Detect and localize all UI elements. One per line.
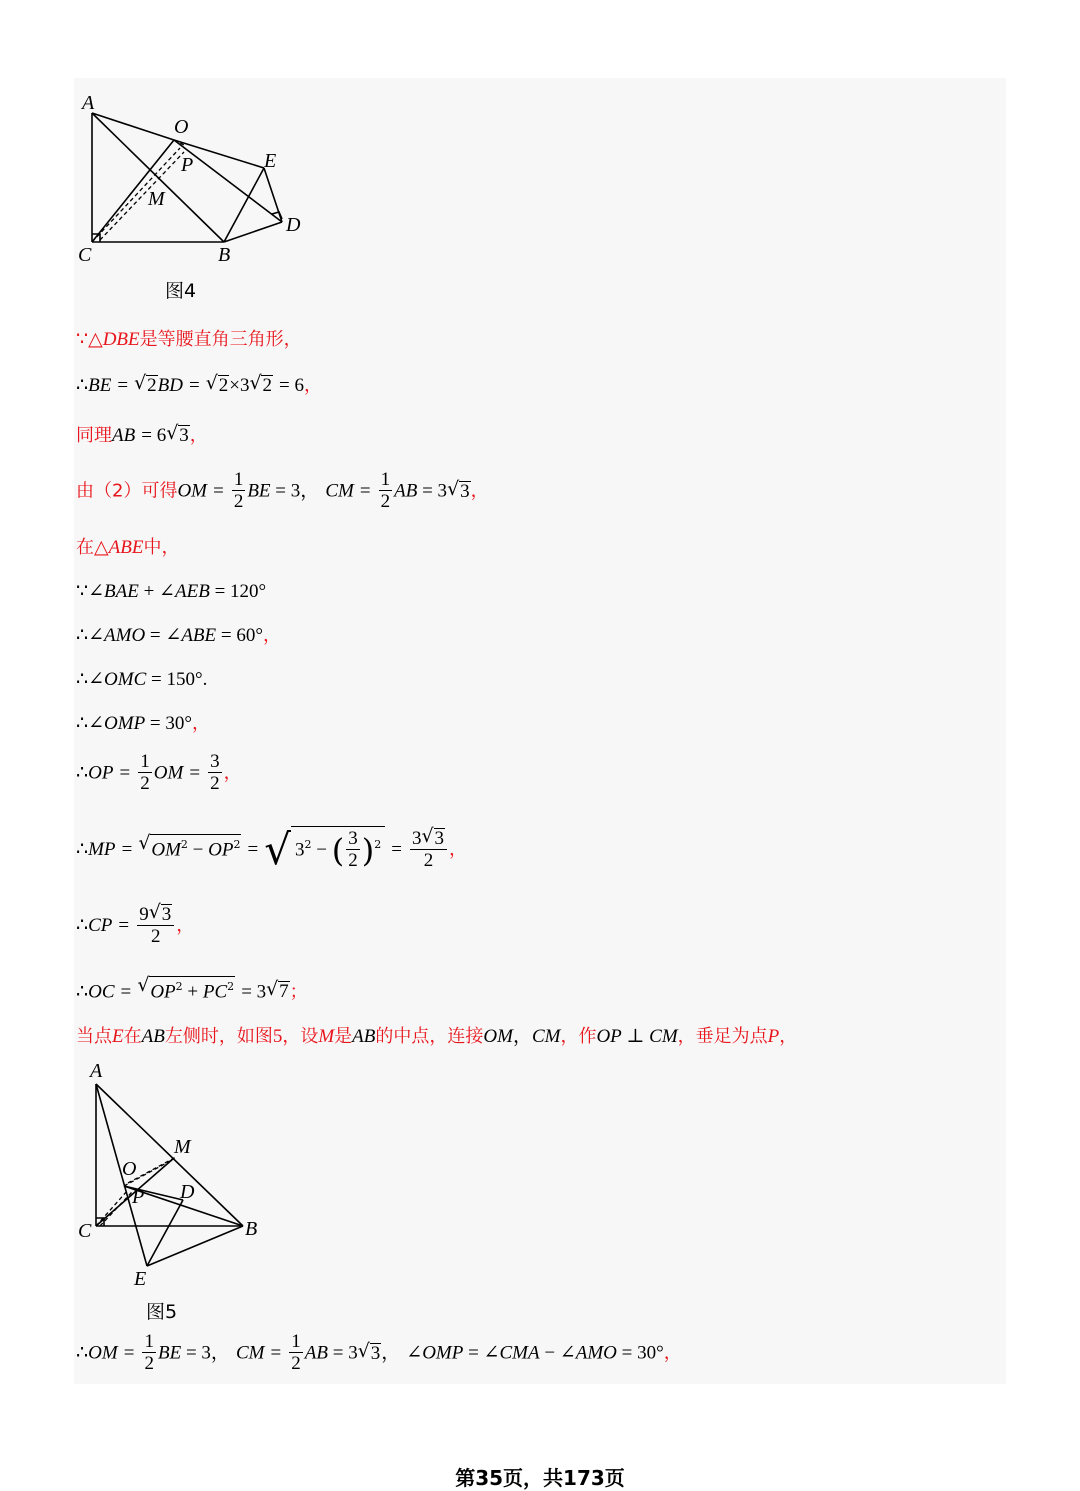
line-6: ∵∠BAE + ∠AEB = 120° xyxy=(76,581,267,602)
line-5: 在△ABE中， xyxy=(76,537,180,558)
fig4-label-a: A xyxy=(82,92,95,114)
fig5-label-e: E xyxy=(134,1268,147,1290)
line-14: 当点E在AB左侧时，如图5，设M是AB的中点，连接OM，CM，作OP ⊥ CM，垂足为点P， xyxy=(76,1026,798,1047)
fig4-label-c: C xyxy=(78,244,92,266)
line-4: 由（2）可得OM = $\frac{1}{2}$ BE = 3， CM = $\frac{1}{2}$ AB = 3√ 3， xyxy=(76,470,489,513)
fig5-label-o: O xyxy=(122,1158,137,1180)
line-9: ∴∠OMP = 30°， xyxy=(76,713,210,734)
line-1: ∵△DBE是等腰直角三角形， xyxy=(76,329,302,350)
fig4-label-e: E xyxy=(264,150,277,172)
fig5-label-p: P xyxy=(132,1186,145,1208)
line-15: ∴OM = $\frac{1}{2}$ BE = 3， CM = $\frac{1}{2}$ AB = 3√ 3， ∠OMP = ∠CMA − ∠AMO = 30°， xyxy=(76,1332,682,1375)
fig4-label-m: M xyxy=(148,188,165,210)
line-7: ∴∠AMO = ∠ABE = 60°， xyxy=(76,625,281,646)
line-11: ∴MP = √ $OM^2 - OP^2$ = √ $3^2$ − ( $\frac{3}{2}$ )$^2$ = $\frac{3√ 3}{2}$ ， xyxy=(76,826,467,874)
line-10: ∴OP = $\frac{1}{2}$ OM = $\frac{3}{2}$ ， xyxy=(76,751,242,794)
fig4-label-p: P xyxy=(181,154,194,176)
figure-5-caption: 图5 xyxy=(146,1301,178,1323)
line-12: ∴CP = $\frac{9√ 3}{2}$ ， xyxy=(76,904,194,948)
fig5-label-c: C xyxy=(78,1220,92,1242)
line-3: 同理AB = 6√ 3， xyxy=(76,424,208,447)
line-13: ∴OC = √ $OP^2 + PC^2 = 3√$ 7； xyxy=(76,976,308,1003)
fig4-label-o: O xyxy=(174,116,189,138)
fig4-label-d: D xyxy=(286,214,301,236)
fig5-label-d: D xyxy=(180,1181,195,1203)
page-footer: 第35页，共173页 xyxy=(455,1466,625,1490)
figure-4-caption: 图4 xyxy=(165,280,197,302)
fig5-label-a: A xyxy=(90,1060,103,1082)
line-8: ∴∠OMC = 150°. xyxy=(76,669,208,690)
fig5-label-m: M xyxy=(174,1136,191,1158)
fig4-label-b: B xyxy=(218,244,231,266)
fig5-label-b: B xyxy=(245,1218,258,1240)
line-2: ∴BE = √ 2BD = √ 2×3√ 2 = 6， xyxy=(76,374,322,397)
